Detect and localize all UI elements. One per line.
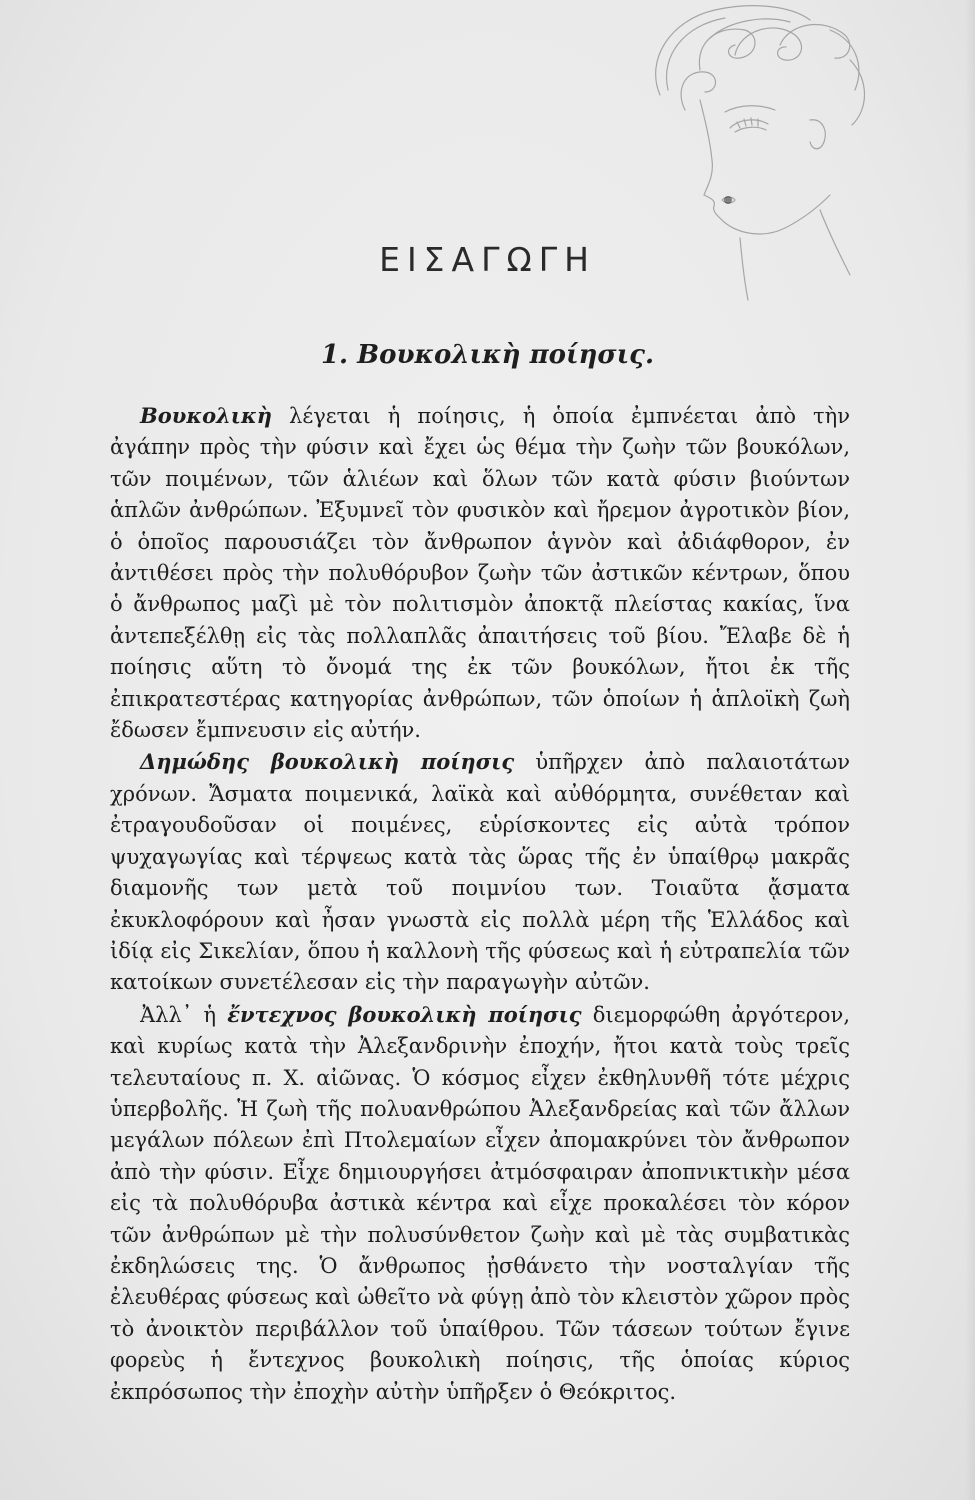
emphasis-term: Βουκολικὴ bbox=[140, 403, 272, 428]
paragraph-text: ὑπῆρχεν ἀπὸ παλαιοτάτων χρόνων. Ἄσματα ποιμενικά, λαϊκὰ καὶ αὐθόρμητα, συνέθεταν καὶ ἐτραγουδοῦσαν οἱ ποιμένες, εὑρίσκοντες εἰς αὐτὰ τρόπον ψυχαγωγίας καὶ τέρψεως κατὰ τὰς ὥρας τῆς ἐν ὑπαίθρῳ μακρᾶς διαμονῆς των μετὰ τοῦ ποιμνίου των. Τοιαῦτα ᾄσματα ἐκυκλοφόρουν καὶ ἦσαν γνωστὰ εἰς πολλὰ μέρη τῆς Ἑλλάδος καὶ ἰδίᾳ εἰς Σικελίαν, ὅπου ἡ καλλονὴ τῆς φύσεως καὶ ἡ εὐτραπελία τῶν κατοίκων συνετέλεσαν εἰς τὴν παραγωγὴν αὐτῶν. bbox=[110, 750, 850, 995]
paragraph bbox=[110, 999, 850, 1408]
emphasis-term: ἔντεχνος βουκολικὴ ποίησις bbox=[227, 1001, 582, 1027]
paragraph-text: λέγεται ἡ ποίησις, ἡ ὁποία ἐμπνέεται ἀπὸ τὴν ἀγάπην πρὸς τὴν φύσιν καὶ ἔχει ὡς θέμα τὴν ζωὴν τῶν βουκόλων, τῶν ποιμένων, τῶν ἁλιέων καὶ ὅλων τῶν κατὰ φύσιν βιούντων ἁπλῶν ἀνθρώπων. Ἐξυμνεῖ τὸν φυσικὸν καὶ ἤρεμον ἀγροτικὸν βίον, ὁ ὁποῖος παρουσιάζει τὸν ἄνθρωπον ἁγνὸν καὶ ἀδιάφθορον, ἐν ἀντιθέσει πρὸς τὴν πολυθόρυβον ζωὴν τῶν ἀστικῶν κέντρων, ὅπου ὁ ἄνθρωπος μαζὶ μὲ τὸν πολιτισμὸν ἀποκτᾷ πλείστας κακίας, ἵνα ἀντεπεξέλθῃ εἰς τὰς πολλαπλᾶς ἀπαιτήσεις τοῦ βίου. Ἔλαβε δὲ ἡ ποίησις αὕτη τὸ ὄνομά της ἐκ τῶν βουκόλων, ἤτοι ἐκ τῆς ἐπικρατεστέρας κατηγορίας ἀνθρώπων, τῶν ὁποίων ἡ ἁπλοϊκὴ ζωὴ ἔδωσεν ἔμπνευσιν εἰς αὐτήν. bbox=[110, 404, 850, 743]
woman-portrait-sketch bbox=[640, 0, 975, 330]
chapter-heading: ΕΙΣΑΓΩΓΗ bbox=[379, 240, 596, 279]
page-edge-shadow bbox=[965, 0, 975, 1500]
paragraph bbox=[110, 746, 850, 998]
emphasis-term: Δημώδης βουκολικὴ ποίησις bbox=[140, 749, 515, 775]
body-text bbox=[110, 400, 850, 1408]
section-title: 1. Βουκολικὴ ποίησις. bbox=[320, 340, 655, 370]
paragraph-prefix: Ἀλλ᾽ ἡ bbox=[140, 1002, 228, 1027]
paragraph bbox=[110, 400, 850, 746]
paragraph-text: διεμορφώθη ἀργότερον, καὶ κυρίως κατὰ τὴν Ἀλεξανδρινὴν ἐποχήν, ἤτοι κατὰ τοὺς τρεῖς τελευταίους π. Χ. αἰῶνας. Ὁ κόσμος εἶχεν ἐκθηλυνθῆ τότε μέχρις ὑπερβολῆς. Ἡ ζωὴ τῆς πολυανθρώπου Ἀλεξανδρείας καὶ τῶν ἄλλων μεγάλων πόλεων ἐπὶ Πτολεμαίων εἶχεν ἀπομακρύνει τὸν ἄνθρωπον ἀπὸ τὴν φύσιν. Εἶχε δημιουργήσει ἀτμόσφαιραν ἀποπνικτικὴν μέσα εἰς τὰ πολυθόρυβα ἀστικὰ κέντρα καὶ εἶχε προκαλέσει τὸν κόρον τῶν ἀνθρώπων μὲ τὴν πολυσύνθετον ζωὴν καὶ μὲ τὰς συμβατικὰς ἐκδηλώσεις της. Ὁ ἄνθρωπος ᾐσθάνετο τὴν νοσταλγίαν τῆς ἐλευθέρας φύσεως καὶ ὠθεῖτο νὰ φύγῃ ἀπὸ τὸν κλειστὸν χῶρον πρὸς τὸ ἀνοικτὸν περιβάλλον τοῦ ὑπαίθρου. Τῶν τάσεων τούτων ἔγινε φορεὺς ἡ ἔντεχνος βουκολικὴ ποίησις, τῆς ὁποίας κύριος ἐκπρόσωπος τὴν ἐποχὴν αὐτὴν ὑπῆρξεν ὁ Θεόκριτος. bbox=[110, 1002, 851, 1404]
